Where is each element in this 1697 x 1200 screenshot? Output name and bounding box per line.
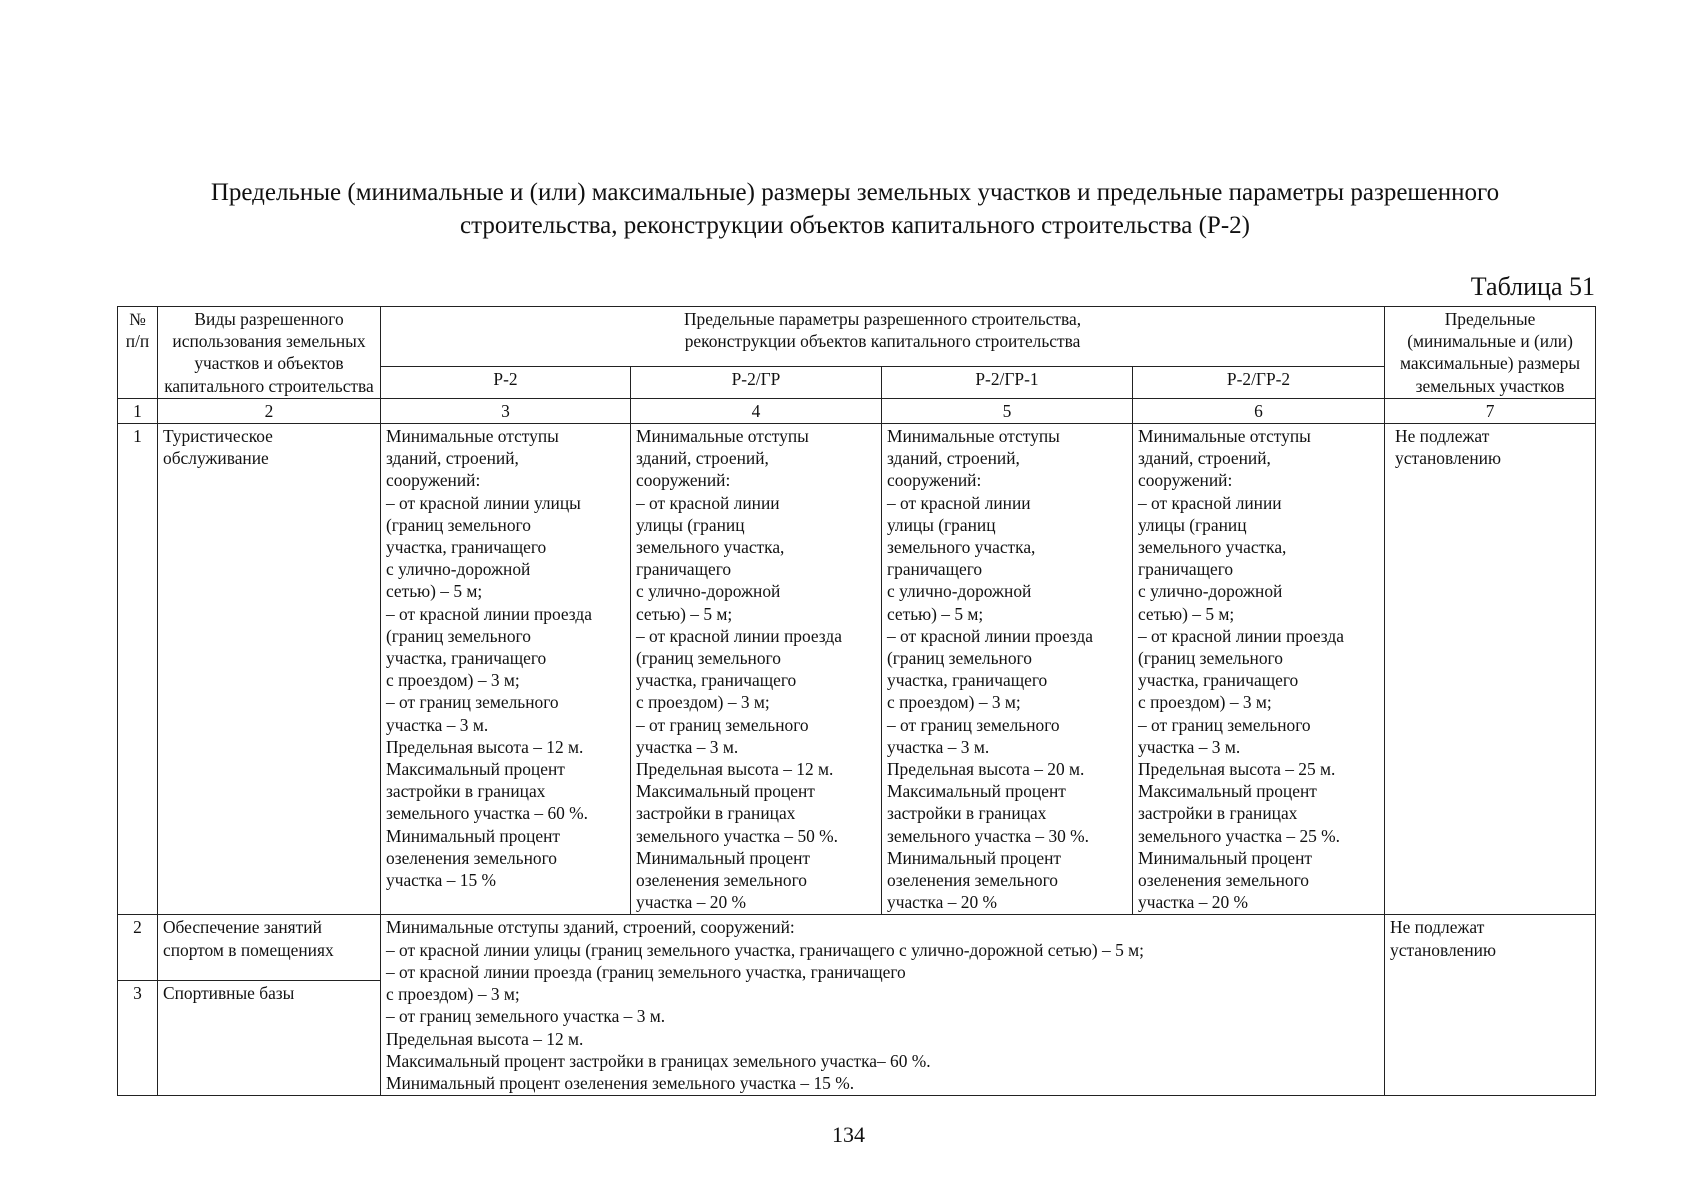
text-line: (границ земельного	[887, 648, 1032, 669]
text-line: земельного участка,	[1138, 537, 1287, 558]
text-line: граничащего	[887, 559, 983, 580]
column-number-row	[118, 398, 1596, 423]
text-line: Минимальный процент озеленения земельного участка – 15 %.	[386, 1072, 855, 1093]
text-line: участка – 15 %	[386, 870, 496, 891]
row-kind: Спортивные базы	[158, 981, 381, 1096]
text-line: сетью) – 5 м;	[386, 581, 483, 602]
text-line: Минимальный процент	[636, 847, 811, 868]
column-number: 2	[158, 398, 381, 423]
header-row-1	[118, 307, 1596, 367]
text-line: с проездом) – 3 м;	[1138, 692, 1272, 713]
text-line: участка – 20 %	[636, 892, 746, 913]
text-line: с проездом) – 3 м;	[636, 692, 770, 713]
text-line: с улично-дорожной	[887, 581, 1032, 602]
text-line: застройки в границах	[636, 803, 796, 824]
table-label: Таблица 51	[1470, 272, 1595, 301]
column-number: 4	[631, 398, 882, 423]
table-row	[118, 915, 1596, 981]
text-line: участка – 3 м.	[1138, 736, 1241, 757]
text-line: зданий, строений,	[636, 448, 769, 469]
text-line: озеленения земельного	[386, 847, 557, 868]
text-line: Максимальный процент	[386, 759, 565, 780]
text-line: земельного участка – 25 %.	[1138, 825, 1341, 846]
column-number: 1	[118, 398, 158, 423]
header-num: № п/п	[118, 307, 158, 399]
text-line: Максимальный процент	[887, 781, 1066, 802]
text-line: граничащего	[1138, 559, 1234, 580]
text-line: с улично-дорожной	[386, 559, 531, 580]
text-line: – от красной линии улицы (границ земельного участка, граничащего с улично-дорожной сетью) – 5 м;	[386, 939, 1144, 960]
text-line: сетью) – 5 м;	[887, 603, 984, 624]
text-line: (границ земельного	[1138, 648, 1283, 669]
text-line: участка, граничащего	[636, 670, 797, 691]
text-line: участка, граничащего	[1138, 670, 1299, 691]
table-row	[118, 424, 1596, 915]
row-number: 1	[118, 424, 158, 915]
text-line: участка, граничащего	[386, 648, 547, 669]
text-line: Предельная высота – 12 м.	[636, 759, 834, 780]
text-line: земельного участка – 60 %.	[386, 803, 589, 824]
text-line: участка – 3 м.	[887, 736, 990, 757]
merged-sizes-cell: Не подлежат установлению	[1385, 915, 1596, 1096]
text-line: (границ земельного	[386, 514, 531, 535]
text-line: – от красной линии проезда (границ земельного участка, граничащего	[386, 961, 906, 982]
text-line: зданий, строений,	[887, 448, 1020, 469]
text-line: Предельная высота – 12 м.	[386, 736, 584, 757]
text-line: улицы (границ	[636, 514, 745, 535]
header-kinds: Виды разрешенного использования земельных участков и объектов капитального строительства	[158, 307, 381, 399]
parameters-table	[117, 306, 1596, 1096]
text-line: земельного участка,	[887, 537, 1036, 558]
text-line: сооружений:	[887, 470, 982, 491]
page-number: 134	[832, 1122, 865, 1147]
text-line: Предельная высота – 12 м.	[386, 1028, 584, 1049]
row-kind: Туристическое обслуживание	[158, 424, 381, 915]
text-line: участка – 20 %	[1138, 892, 1248, 913]
text-line: с проездом) – 3 м;	[887, 692, 1021, 713]
text-line: сооружений:	[386, 470, 481, 491]
text-line: Минимальный процент	[887, 847, 1062, 868]
column-number: 7	[1385, 398, 1596, 423]
row-kind: Обеспечение занятий спортом в помещениях	[158, 915, 381, 981]
column-number: 6	[1133, 398, 1385, 423]
text-line: Максимальный процент	[1138, 781, 1317, 802]
text-line: улицы (границ	[887, 514, 996, 535]
text-line: земельного участка,	[636, 537, 785, 558]
text-line: с проездом) – 3 м;	[386, 670, 520, 691]
column-number: 5	[882, 398, 1133, 423]
text-line: Минимальные отступы	[1138, 426, 1311, 447]
params-cell-r2-gr	[631, 424, 882, 915]
text-line: – от границ земельного	[636, 714, 809, 735]
text-line: застройки в границах	[887, 803, 1047, 824]
header-sizes: Предельные (минимальные и (или) максимальные) размеры земельных участков	[1385, 307, 1596, 399]
text-line: с проездом) – 3 м;	[386, 984, 520, 1005]
text-line: – от границ земельного	[1138, 714, 1311, 735]
header-zone: Р-2/ГР	[631, 366, 882, 398]
text-line: с улично-дорожной	[636, 581, 781, 602]
text-line: Минимальный процент	[386, 825, 561, 846]
text-line: Минимальные отступы зданий, строений, сооружений:	[386, 917, 795, 938]
text-line: Минимальные отступы	[887, 426, 1060, 447]
header-params: Предельные параметры разрешенного строительства, реконструкции объектов капитального строительства	[381, 307, 1385, 367]
text-line: земельного участка – 30 %.	[887, 825, 1090, 846]
text-line: Предельная высота – 25 м.	[1138, 759, 1336, 780]
text-line: озеленения земельного	[1138, 870, 1309, 891]
text-line: – от красной линии проезда	[636, 625, 842, 646]
row-number: 2	[118, 915, 158, 981]
title-line-2: строительства, реконструкции объектов капитального строительства (Р-2)	[460, 212, 1250, 239]
params-cell-r2	[381, 424, 631, 915]
text-line: участка – 3 м.	[636, 736, 739, 757]
text-line: Минимальный процент	[1138, 847, 1313, 868]
merged-params-cell	[381, 915, 1385, 1096]
text-line: – от красной линии проезда	[887, 625, 1093, 646]
title-line-1: Предельные (минимальные и (или) максимальные) размеры земельных участков и предельные параметры разрешенного	[210, 179, 1500, 206]
text-line: с улично-дорожной	[1138, 581, 1283, 602]
text-line: озеленения земельного	[887, 870, 1058, 891]
text-line: застройки в границах	[1138, 803, 1298, 824]
params-cell-r2-gr2	[1133, 424, 1385, 915]
params-cell-r2-gr1	[882, 424, 1133, 915]
text-line: участка, граничащего	[887, 670, 1048, 691]
text-line: – от красной линии улицы	[386, 492, 581, 513]
text-line: улицы (границ	[1138, 514, 1247, 535]
text-line: (границ земельного	[636, 648, 781, 669]
column-number: 3	[381, 398, 631, 423]
text-line: – от красной линии проезда	[1138, 625, 1344, 646]
text-line: озеленения земельного	[636, 870, 807, 891]
text-line: Минимальные отступы	[386, 426, 559, 447]
text-line: зданий, строений,	[386, 448, 519, 469]
text-line: – от красной линии	[636, 492, 780, 513]
row-number: 3	[118, 981, 158, 1096]
text-line: участка, граничащего	[386, 537, 547, 558]
text-line: Предельная высота – 20 м.	[887, 759, 1085, 780]
text-line: сетью) – 5 м;	[636, 603, 733, 624]
text-line: – от красной линии	[1138, 492, 1282, 513]
text-line: участка – 20 %	[887, 892, 997, 913]
text-line: (границ земельного	[386, 625, 531, 646]
text-line: – от границ земельного участка – 3 м.	[386, 1006, 666, 1027]
page-title	[100, 176, 1610, 242]
sizes-cell: Не подлежат установлению	[1385, 424, 1596, 915]
header-zone: Р-2/ГР-1	[882, 366, 1133, 398]
text-line: граничащего	[636, 559, 732, 580]
text-line: – от красной линии проезда	[386, 603, 592, 624]
text-line: Максимальный процент застройки в границах земельного участка– 60 %.	[386, 1050, 931, 1071]
text-line: участка – 3 м.	[386, 714, 489, 735]
text-line: – от границ земельного	[386, 692, 559, 713]
text-line: Минимальные отступы	[636, 426, 809, 447]
text-line: застройки в границах	[386, 781, 546, 802]
text-line: сооружений:	[1138, 470, 1233, 491]
text-line: сетью) – 5 м;	[1138, 603, 1235, 624]
text-line: Максимальный процент	[636, 781, 815, 802]
header-zone: Р-2	[381, 366, 631, 398]
text-line: земельного участка – 50 %.	[636, 825, 839, 846]
text-line: – от красной линии	[887, 492, 1031, 513]
text-line: зданий, строений,	[1138, 448, 1271, 469]
text-line: сооружений:	[636, 470, 731, 491]
header-zone: Р-2/ГР-2	[1133, 366, 1385, 398]
text-line: – от границ земельного	[887, 714, 1060, 735]
